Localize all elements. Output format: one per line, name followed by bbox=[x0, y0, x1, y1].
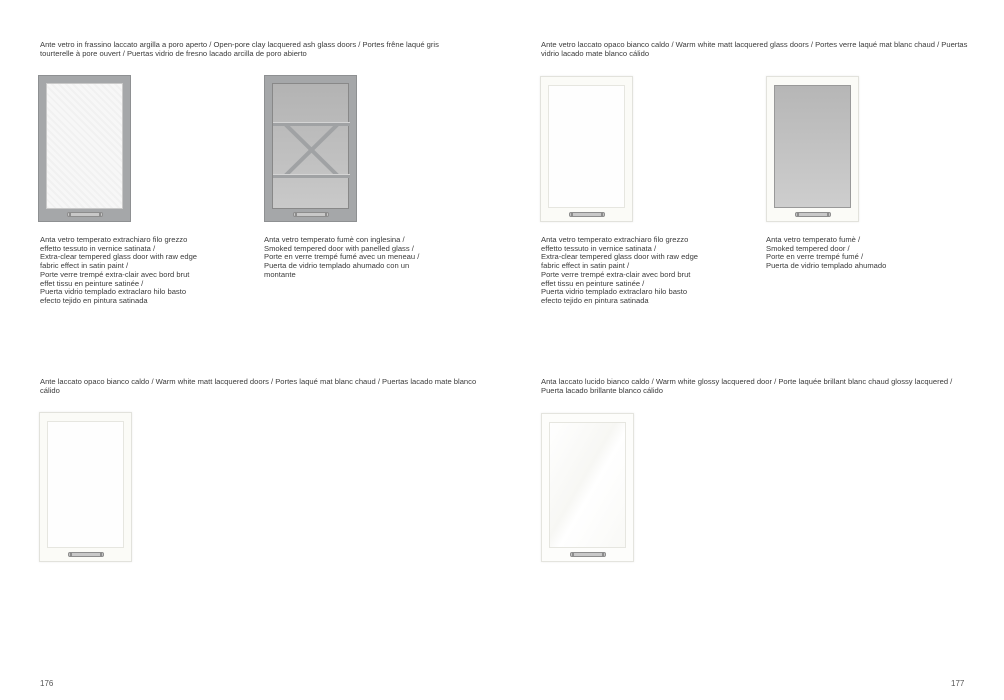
raised-panel bbox=[549, 422, 626, 548]
door-grey-smoked-inglesina bbox=[264, 75, 357, 222]
door-handle bbox=[293, 212, 329, 217]
door-white-matt bbox=[39, 412, 132, 562]
raised-panel bbox=[47, 421, 124, 548]
caption-smoked-inglesina: Anta vetro temperato fumè con inglesina / Smoked tempered door with panelled glass / Porte en verre trempé fumé avec un meneau / Puerta de vidrio templado ahumado con un montante bbox=[264, 235, 420, 279]
inglesina-muntin bbox=[273, 84, 350, 210]
door-handle bbox=[67, 212, 103, 217]
caption-extraclear-white: Anta vetro temperato extrachiaro filo grezzo effetto tessuto in vernice satinata / Extra-clear tempered glass door with raw edge fabric effect in satin paint / Porte verre trempé extra-clair avec bord brut effet tissu en peinture satinée / Puerta vidrio templado extraclaro hilo basto efecto tejido en pintura satinada bbox=[541, 235, 699, 305]
heading-white-gloss-door: Anta laccato lucido bianco caldo / Warm white glossy lacquered door / Porte laquée brillant blanc chaud glossy lacquered / Puerta lacado brillante blanco cálido bbox=[541, 377, 953, 395]
caption-extraclear-grey: Anta vetro temperato extrachiaro filo grezzo effetto tessuto in vernice satinata / Extra-clear tempered glass door with raw edge fabric effect in satin paint / Porte verre trempé extra-clair avec bord brut effet tissu en peinture satinée / Puerta vidrio templado extraclaro hilo basto efecto tejido en pintura satinada bbox=[40, 235, 198, 305]
door-white-smoked-glass bbox=[766, 76, 859, 222]
glass-panel bbox=[46, 83, 123, 209]
smoked-glass-panel bbox=[272, 83, 349, 209]
door-white-extraclear-glass bbox=[540, 76, 633, 222]
caption-smoked-white: Anta vetro temperato fumè / Smoked tempered door / Porte en verre trempé fumé / Puerta de vidrio templado ahumado bbox=[766, 235, 887, 271]
page-number-left: 176 bbox=[40, 679, 54, 688]
door-handle bbox=[570, 552, 606, 557]
heading-white-glass-doors: Ante vetro laccato opaco bianco caldo / Warm white matt lacquered glass doors / Portes verre laqué mat blanc chaud / Puertas vidrio lacado mate blanco cálido bbox=[541, 40, 968, 58]
glass-panel bbox=[548, 85, 625, 208]
heading-ash-glass-doors: Ante vetro in frassino laccato argilla a poro aperto / Open-pore clay lacquered ash glass doors / Portes frêne laqué gris tourterelle à pore ouvert / Puertas vidrio de fresno lacado arcilla de poro abierto bbox=[40, 40, 439, 58]
door-handle bbox=[569, 212, 605, 217]
door-handle bbox=[68, 552, 104, 557]
smoked-glass-panel bbox=[774, 85, 851, 208]
door-grey-extraclear-glass bbox=[38, 75, 131, 222]
heading-white-matt-doors: Ante laccato opaco bianco caldo / Warm white matt lacquered doors / Portes laqué mat blanc chaud / Puertas lacado mate blanco cálido bbox=[40, 377, 477, 395]
page-number-right: 177 bbox=[951, 679, 965, 688]
door-handle bbox=[795, 212, 831, 217]
door-white-glossy bbox=[541, 413, 634, 562]
